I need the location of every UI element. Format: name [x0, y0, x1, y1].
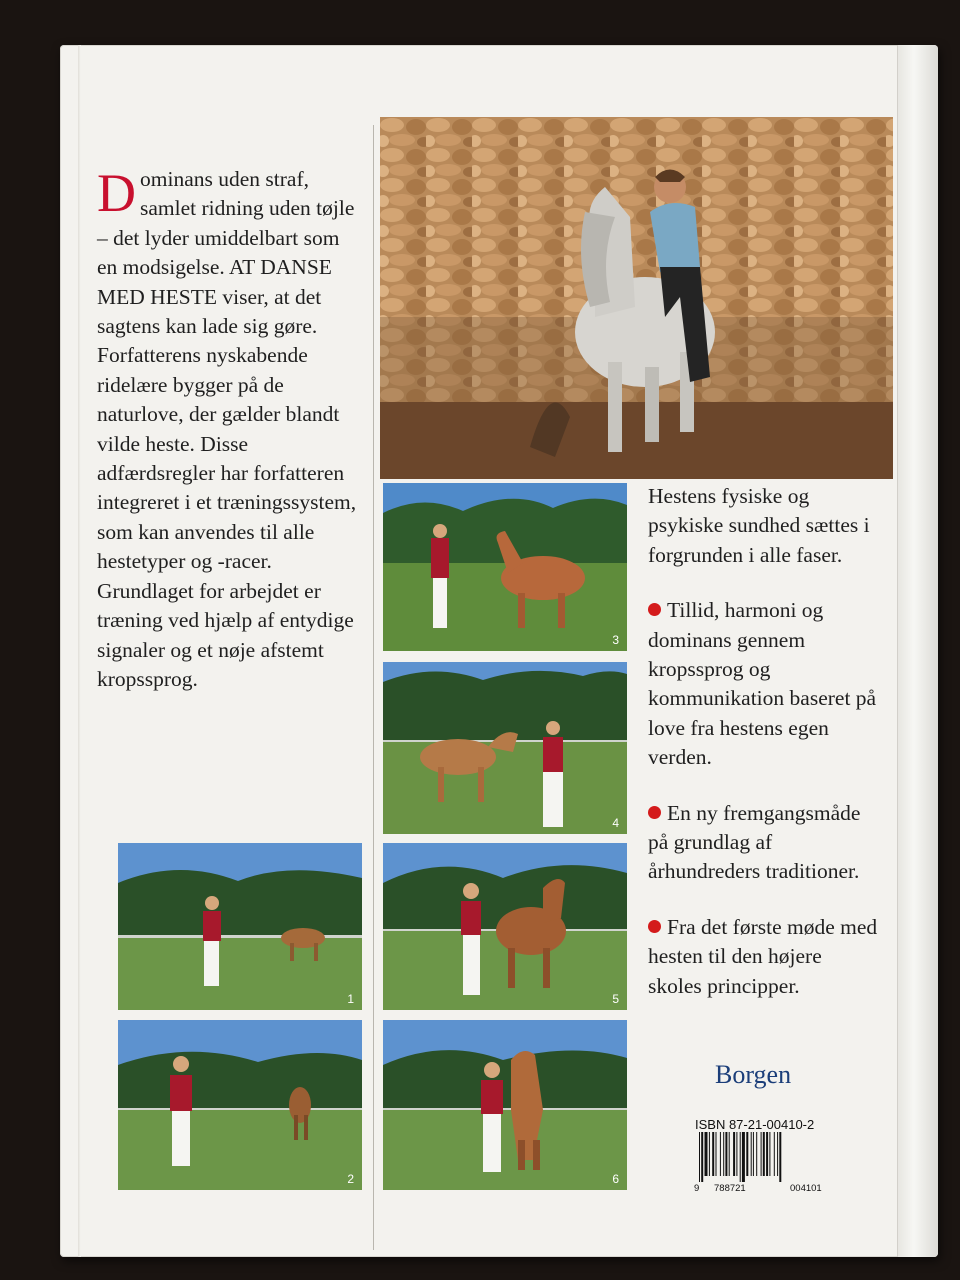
photo-number-6: 6 — [612, 1172, 619, 1186]
barcode — [695, 1132, 845, 1182]
spine-edge — [897, 45, 938, 1257]
photo-number-5: 5 — [612, 992, 619, 1006]
photo-4 — [383, 662, 627, 834]
blurb-left — [97, 165, 362, 694]
photo-3 — [383, 483, 627, 651]
dropcap-letter: D — [97, 163, 136, 223]
bullet-item-2: En ny fremgangsmåde på grundlag af århundreders traditioner. — [648, 800, 861, 884]
barcode-digits-left: 788721 — [714, 1183, 746, 1194]
blurb-paragraph-1: Dominans uden straf, samlet ridning uden tøjle – det lyder umiddelbart som en modsigelse. AT DANSE MED HESTE viser, at det sagtens kan lade sig gøre. — [97, 163, 355, 339]
cover-hinge — [78, 45, 81, 1257]
bullet-item-3: Fra det første møde med hesten til den højere skoles principper. — [648, 914, 878, 998]
photo-1 — [118, 843, 362, 1010]
photo-2 — [118, 1020, 362, 1190]
column-divider — [373, 125, 374, 1250]
red-dot-icon — [648, 603, 661, 616]
red-dot-icon — [648, 806, 661, 819]
photo-number-4: 4 — [612, 816, 619, 830]
blurb-right — [648, 482, 878, 1027]
blurb-paragraph-2: Forfatterens nyskabende ridelære bygger på de naturlove, der gælder blandt vilde heste. Disse adfærdsregler har forfatteren integreret i et træningssystem, som kan anvendes til alle hestetyper og -racer. Grundlaget for arbejdet er træning ved hjælp af entydige signaler og et nøje afstemt kropssprog. — [97, 343, 357, 691]
blurb-right-intro: Hestens fysiske og psykiske sundhed sættes i forgrunden i alle faser. — [648, 484, 870, 567]
barcode-digits-right: 004101 — [790, 1183, 822, 1194]
photo-number-1: 1 — [347, 992, 354, 1006]
barcode-digit-first: 9 — [694, 1183, 700, 1194]
bullet-item-1: Tillid, harmoni og dominans gennem kropssprog og kommunikation baseret på love fra hestens egen verden. — [648, 598, 877, 770]
main-photo-rider — [380, 117, 893, 479]
photo-5 — [383, 843, 627, 1010]
red-dot-icon — [648, 920, 661, 933]
book-back-cover — [60, 45, 938, 1257]
photo-number-3: 3 — [612, 633, 619, 647]
publisher-logo: Borgen — [715, 1060, 792, 1089]
photo-number-2: 2 — [347, 1172, 354, 1186]
photo-6 — [383, 1020, 627, 1190]
isbn-label: ISBN 87-21-00410-2 — [695, 1117, 815, 1132]
